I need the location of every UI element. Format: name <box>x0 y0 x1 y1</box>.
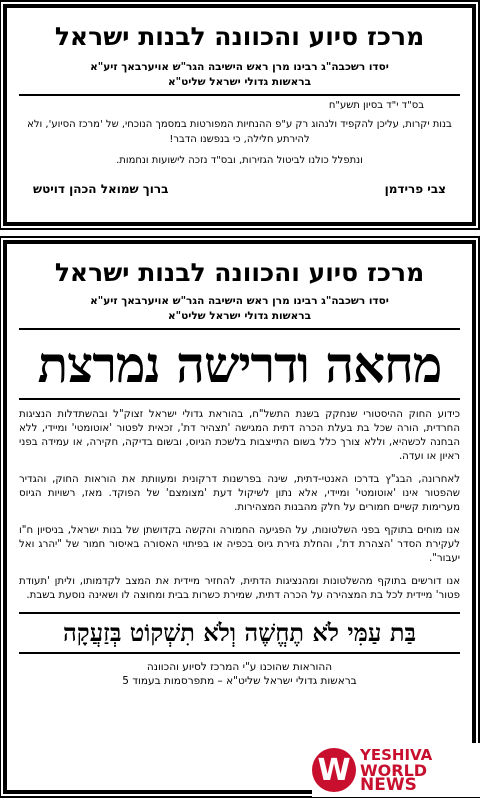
founder-line: יסדו רשכבה"ג רבינו מרן ראש הישיבה הגר"ש אויערבאך זיע"א <box>90 295 389 307</box>
org-title: מרכז סיוע והכוונה לבנות ישראל <box>54 22 425 51</box>
body-paragraph-1: כידוע החוק ההיסטורי שנחקק בשנת התשל"ח, בהוראת גדולי ישראל זצוק"ל ובהשתדלות הנציגות החרדית, הורה שכל בת בעלת הכרה דתית המגישה 'תצהיר דת', זכאית לפטור 'אוטומטי' ומיידי, ללא הבחנה לכשהיא, וללא צורך כלל בשום התייצבות בלשכת הגיוס, ובשום בדיקה, חקירה, או עמידה בפני ראיון או ועדה. <box>19 409 460 462</box>
body-paragraph-4: אנו דורשים בתוקף מהשלטונות ומהנציגות הדתית, להחזיר מיידית את המצב לקדמותו, וליתן 'תעודת פטור' מיידית לכל בת המצהירה על הכרה דתית, שמירת כשרות בבית ומחוצה לו ושאינה נוסעת בשבת. <box>19 576 460 601</box>
instruction-paragraph: בנות יקרות, עליכן להקפיד ולנהוג רק ע"פ ההנחיות המפורטות במסמך הנוכחי, של 'מרכז הסיוע', ולא להירתע חלילה, כי בנפשנו הדבר! <box>27 119 452 145</box>
logo-line-1: YESHIVA <box>360 745 433 764</box>
notice-box-top <box>3 4 476 226</box>
signatures <box>33 182 446 196</box>
divider <box>19 94 460 96</box>
leadership-line: בראשות גדולי ישראל שליט"א <box>167 76 311 88</box>
signer-right: צבי פרידמן <box>384 182 446 196</box>
notice-box-protest <box>3 240 476 794</box>
prayer-paragraph: ונתפלל כולנו לביטול הגזירות, ובס"ד נזכה לישועות ונחמות. <box>116 155 363 166</box>
body-paragraph-2: לאחרונה, הבג"ץ בדרכו האנטי-דתית, שינה בפרשנות דרקונית ומעוותת את הוראות החוק, והגדיר שהפטור אינו 'אוטומטי' ומיידי, אלא נתון לשיקול דעת 'מצומצם' של הפוקד. מאז, רשויות הגיוס מערימות קשיים חמורים על חלק מהבנות המצהירות. <box>19 474 460 513</box>
divider <box>19 612 460 614</box>
body-paragraph-3: אנו מוחים בתוקף בפני השלטונות, על הפגיעה החמורה והקשה בקדושתן של בנות ישראל, בניסיון ח"ו לעקירת הסדר 'הצהרת דת', והחלת גזירת גיוס בכפיה או בפיתוי האסורה באיסור חמור של "יהרג ואל יעבור". <box>19 525 460 564</box>
verse-line: בַּת עַמִּי לֹא תֶחֱשֶׁה וְלֹא תִשְׁקוֹט בְּזַעֲקָה <box>62 618 417 647</box>
logo-wordmark <box>360 745 433 795</box>
divider <box>19 328 460 330</box>
leadership-line: בראשות גדולי ישראל שליט"א <box>167 310 311 322</box>
yeshiva-world-news-logo <box>312 743 484 797</box>
signer-left: ברוך שמואל הכהן דויטש <box>33 182 169 196</box>
footer-line-1: ההוראות שהוכנו ע"י המרכז לסיוע והכוונה <box>146 661 333 673</box>
date-line: בס"ד י"ד בסיון תשע"ח <box>328 100 424 111</box>
logo-mark-icon: W <box>312 748 356 792</box>
logo-line-2: WORLD <box>360 760 428 780</box>
logo-line-3: NEWS <box>360 774 417 795</box>
divider <box>19 398 460 400</box>
footer-line-2: בראשות גדולי ישראל שליט"א – מתפרסמות בעמוד 5 <box>122 675 357 687</box>
org-title: מרכז סיוע והכוונה לבנות ישראל <box>54 258 425 287</box>
founder-line: יסדו רשכבה"ג רבינו מרן ראש הישיבה הגר"ש אויערבאך זיע"א <box>90 61 389 73</box>
divider <box>19 652 460 654</box>
protest-headline: מחאה ודרישה נמרצת <box>37 335 442 394</box>
